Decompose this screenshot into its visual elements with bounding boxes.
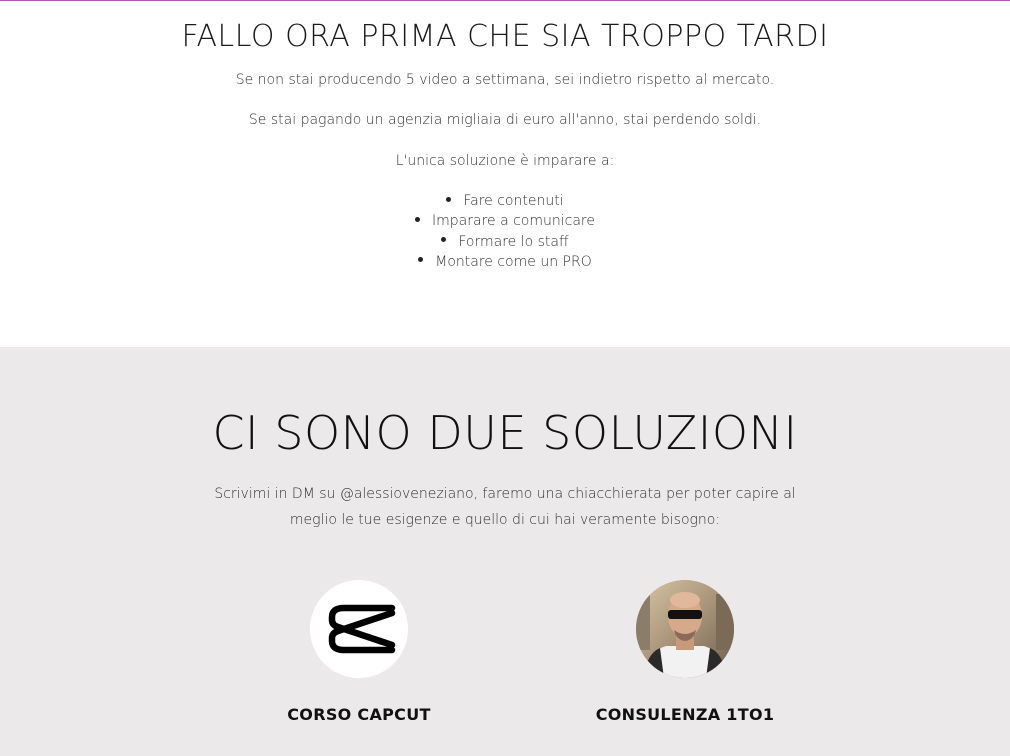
bullet-dot-icon <box>441 237 446 242</box>
capcut-course-avatar[interactable] <box>310 580 408 678</box>
list-item-label: Formare lo staff <box>458 233 569 250</box>
list-item <box>0 211 1010 231</box>
skills-list <box>0 191 1010 272</box>
urgency-paragraph-3: L'unica soluzione è imparare a: <box>395 153 615 169</box>
consulting-avatar[interactable] <box>636 580 734 678</box>
urgency-paragraph-1: Se non stai producendo 5 video a settimana, sei indietro rispetto al mercato. <box>235 72 775 88</box>
urgency-heading: FALLO ORA PRIMA CHE SIA TROPPO TARDI <box>181 19 829 54</box>
bullet-dot-icon <box>446 197 451 202</box>
list-item-label: Montare come un PRO <box>435 253 592 270</box>
list-item-label: Imparare a comunicare <box>432 213 595 230</box>
profile-photo-icon <box>636 580 734 678</box>
urgency-paragraph-2: Se stai pagando un agenzia migliaia di euro all'anno, stai perdendo soldi. <box>248 112 762 128</box>
list-item <box>0 232 1010 252</box>
consulting-title[interactable]: CONSULENZA 1TO1 <box>595 705 775 724</box>
capcut-course-title[interactable]: CORSO CAPCUT <box>287 705 431 724</box>
list-item <box>0 191 1010 211</box>
capcut-logo-icon <box>310 580 408 678</box>
solutions-intro: Scrivimi in DM su @alessioveneziano, faremo una chiacchierata per poter capire al meglio le tue esigenze e quello di cui hai veramente bisogno: <box>214 486 796 528</box>
list-item-label: Fare contenuti <box>463 193 564 209</box>
solutions-heading: CI SONO DUE SOLUZIONI <box>212 406 798 460</box>
bullet-dot-icon <box>415 217 420 222</box>
list-item <box>0 252 1010 272</box>
bullet-dot-icon <box>418 257 423 262</box>
